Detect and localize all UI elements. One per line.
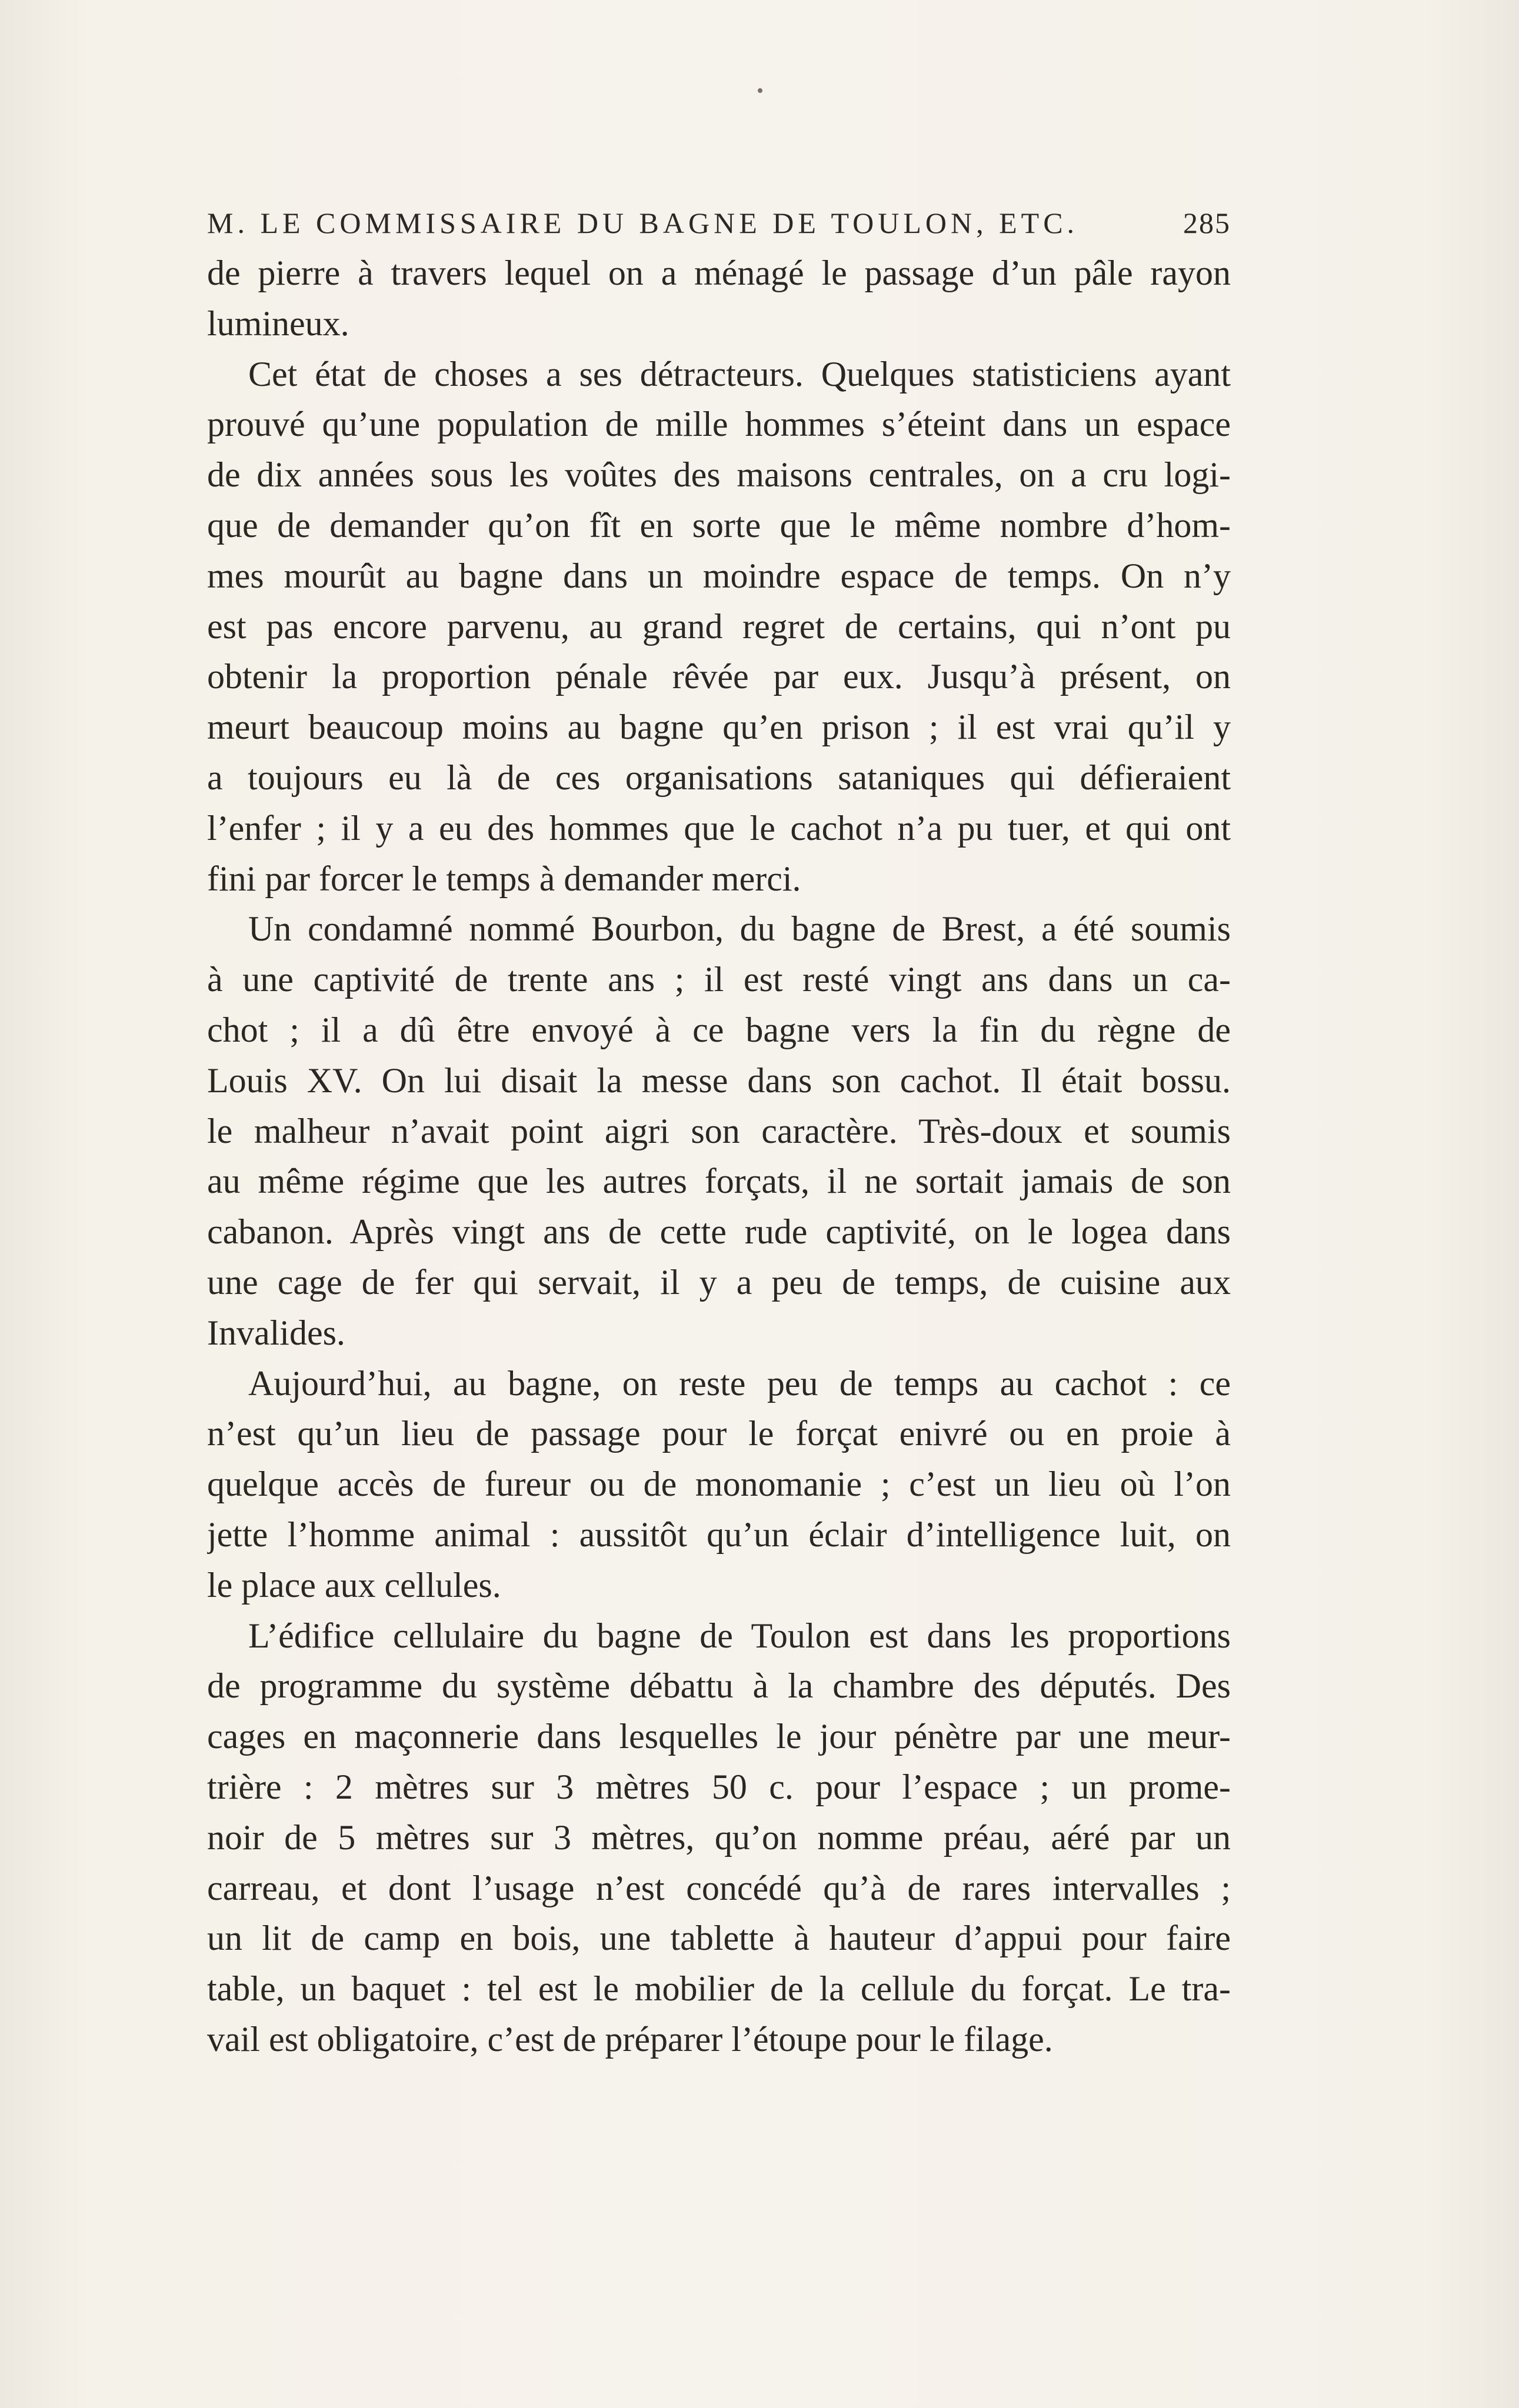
text-line: jette l’homme animal : aussitôt qu’un éclair d’intelligence luit, on xyxy=(207,1515,1231,1554)
text-line: le place aux cellules. xyxy=(207,1565,501,1605)
text-line: Aujourd’hui, au bagne, on reste peu de temps au cachot : ce xyxy=(248,1363,1231,1403)
text-line: de programme du système débattu à la chambre des députés. Des xyxy=(207,1666,1231,1706)
running-head xyxy=(207,198,1231,248)
text-line: cabanon. Après vingt ans de cette rude captivité, on le logea dans xyxy=(207,1212,1231,1252)
text-line: prouvé qu’une population de mille hommes s’éteint dans un espace xyxy=(207,405,1231,444)
text-line: au même régime que les autres forçats, il ne sortait jamais de son xyxy=(207,1162,1231,1201)
paragraph-3 xyxy=(207,904,1231,1358)
paragraph-4 xyxy=(207,1359,1231,1611)
text-line: que de demander qu’on fît en sorte que le même nombre d’hom- xyxy=(207,505,1231,545)
text-line: table, un baquet : tel est le mobilier de la cellule du forçat. Le tra- xyxy=(207,1969,1231,2009)
text-line: obtenir la proportion pénale rêvée par eux. Jusqu’à présent, on xyxy=(207,657,1231,696)
text-line: de dix années sous les voûtes des maisons centrales, on a cru logi- xyxy=(207,455,1231,495)
text-line: trière : 2 mètres sur 3 mètres 50 c. pour l’espace ; un prome- xyxy=(207,1767,1231,1806)
text-line: Louis XV. On lui disait la messe dans son cachot. Il était bossu. xyxy=(207,1060,1231,1100)
text-line: mes mourût au bagne dans un moindre espace de temps. On n’y xyxy=(207,556,1231,595)
text-line: est pas encore parvenu, au grand regret de certains, qui n’ont pu xyxy=(207,606,1231,646)
text-line: chot ; il a dû être envoyé à ce bagne vers la fin du règne de xyxy=(207,1010,1231,1049)
paragraph-1 xyxy=(207,248,1231,349)
ink-speck xyxy=(758,88,762,93)
text-line: L’édifice cellulaire du bagne de Toulon est dans les proportions xyxy=(248,1616,1231,1655)
text-line: l’enfer ; il y a eu des hommes que le cachot n’a pu tuer, et qui ont xyxy=(207,808,1231,848)
text-line: Un condamné nommé Bourbon, du bagne de Brest, a été soumis xyxy=(248,909,1231,949)
paragraph-2 xyxy=(207,349,1231,905)
text-line: une cage de fer qui servait, il y a peu de temps, de cuisine aux xyxy=(207,1262,1231,1302)
text-block xyxy=(207,198,1231,2065)
text-line: meurt beaucoup moins au bagne qu’en prison ; il est vrai qu’il y xyxy=(207,708,1231,747)
text-line: Invalides. xyxy=(207,1313,345,1352)
text-line: carreau, et dont l’usage n’est concédé qu’à de rares intervalles ; xyxy=(207,1868,1231,1907)
text-line: noir de 5 mètres sur 3 mètres, qu’on nomme préau, aéré par un xyxy=(207,1817,1231,1857)
text-line: fini par forcer le temps à demander merci. xyxy=(207,859,801,898)
text-line: cages en maçonnerie dans lesquelles le jour pénètre par une meur- xyxy=(207,1717,1231,1756)
text-line: Cet état de choses a ses détracteurs. Quelques statisticiens ayant xyxy=(248,354,1231,393)
text-line: de pierre à travers lequel on a ménagé le passage d’un pâle rayon xyxy=(207,254,1231,292)
text-line: lumineux. xyxy=(207,303,349,343)
text-line: vail est obligatoire, c’est de préparer l’étoupe pour le filage. xyxy=(207,2019,1053,2059)
text-line: à une captivité de trente ans ; il est resté vingt ans dans un ca- xyxy=(207,960,1231,999)
text-line: a toujours eu là de ces organisations sataniques qui défieraient xyxy=(207,758,1231,797)
text-line: le malheur n’avait point aigri son caractère. Très-doux et soumis xyxy=(207,1111,1231,1150)
running-title: M. LE COMMISSAIRE DU BAGNE DE TOULON, ETC. xyxy=(207,206,1079,239)
text-line: un lit de camp en bois, une tablette à hauteur d’appui pour faire xyxy=(207,1919,1231,1958)
text-line: n’est qu’un lieu de passage pour le forçat enivré ou en proie à xyxy=(207,1414,1231,1453)
paragraph-5 xyxy=(207,1611,1231,2065)
page-number: 285 xyxy=(1183,206,1231,239)
text-line: quelque accès de fureur ou de monomanie ; c’est un lieu où l’on xyxy=(207,1465,1231,1504)
